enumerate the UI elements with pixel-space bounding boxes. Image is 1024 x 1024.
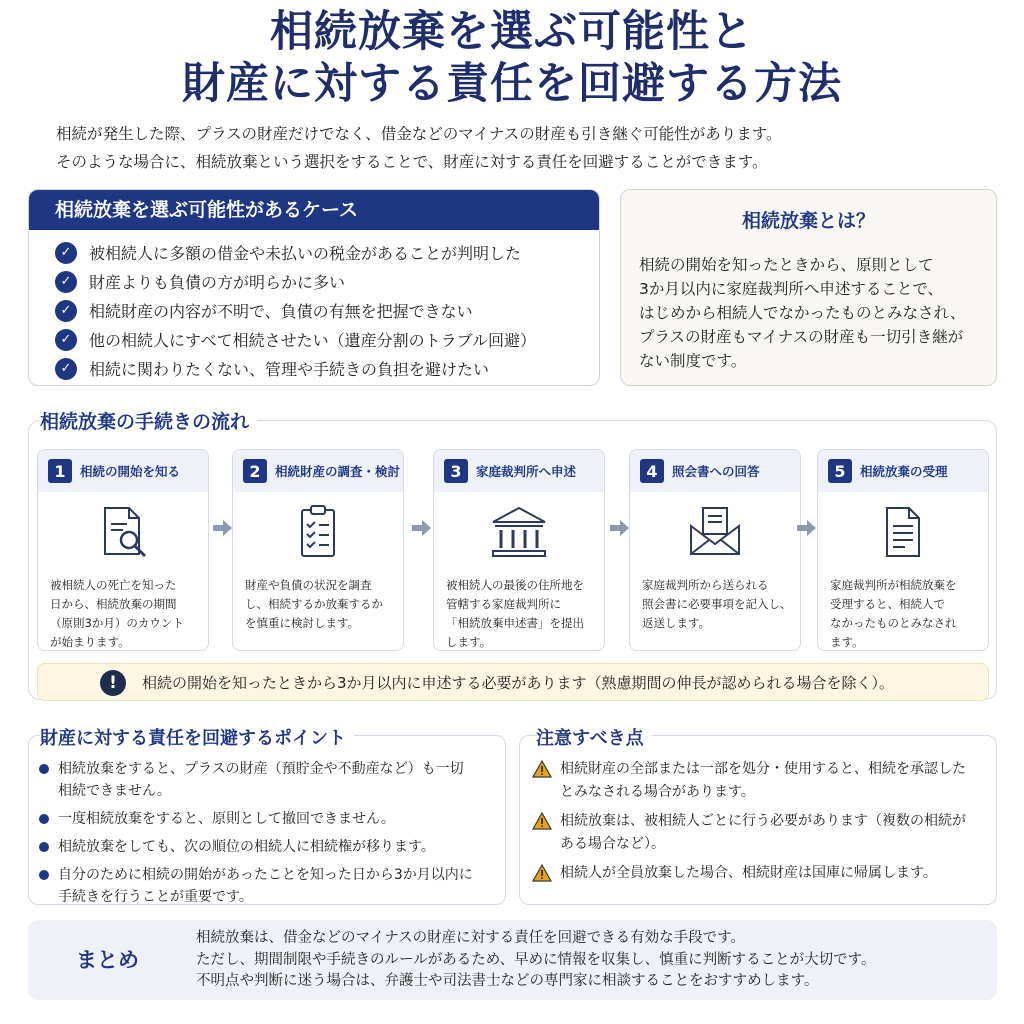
deadline-note-text: 相続の開始を知ったときから3か月以内に申述する必要があります（熟慮期間の伸長が認められる場合を除く）。 bbox=[142, 673, 895, 692]
exclamation-icon: ! bbox=[100, 670, 126, 696]
title-line-2: 財産に対する責任を回避する方法 bbox=[182, 59, 842, 109]
page-title bbox=[0, 6, 1024, 110]
flow-step-1 bbox=[37, 449, 209, 651]
point-line: 相続できません。 bbox=[58, 783, 171, 799]
check-icon: ✓ bbox=[55, 271, 77, 293]
points-heading: 財産に対する責任を回避するポイント bbox=[40, 724, 354, 750]
step-line: なかったものとみなされ bbox=[830, 616, 957, 630]
points-panel bbox=[28, 735, 506, 905]
step-body bbox=[245, 576, 391, 633]
summary-line: 不明点や判断に迷う場合は、弁護士や司法書士などの専門家に相談することをおすすめします。 bbox=[196, 973, 819, 989]
step-line: します。 bbox=[446, 635, 492, 649]
caution-item bbox=[532, 758, 996, 804]
step-line: 「相続放棄申述書」を提出 bbox=[446, 616, 584, 630]
what-is-line: 3か月以内に家庭裁判所へ申述することで、 bbox=[639, 280, 944, 298]
check-icon: ✓ bbox=[55, 358, 77, 380]
summary-panel bbox=[28, 920, 997, 1000]
what-is-line: プラスの財産もマイナスの財産も一切引き継が bbox=[639, 328, 964, 346]
what-is-panel bbox=[620, 189, 997, 386]
what-is-heading: 相続放棄とは？ bbox=[741, 210, 875, 232]
step-body bbox=[50, 576, 196, 651]
check-icon: ✓ bbox=[55, 242, 77, 264]
cases-heading: 相続放棄を選ぶ可能性があるケース bbox=[29, 190, 599, 230]
case-item bbox=[55, 296, 599, 325]
step-body bbox=[446, 576, 592, 651]
step-title: 家庭裁判所へ申述 bbox=[476, 464, 577, 479]
case-item bbox=[55, 325, 599, 354]
point-line: 一度相続放棄をすると、原則として撤回できません。 bbox=[58, 811, 395, 827]
check-icon: ✓ bbox=[55, 300, 77, 322]
case-text: 被相続人に多額の借金や未払いの税金があることが判明した bbox=[89, 244, 522, 263]
summary-text bbox=[196, 928, 875, 993]
step-number: 4 bbox=[640, 459, 664, 483]
step-line: 日から、相続放棄の期間 bbox=[50, 597, 177, 611]
caution-item bbox=[532, 862, 996, 885]
arrow-right-icon bbox=[795, 517, 817, 539]
warning-icon bbox=[532, 864, 552, 882]
step-title: 相続放棄の受理 bbox=[860, 464, 948, 479]
search-document-icon bbox=[38, 502, 208, 562]
cases-list bbox=[29, 230, 599, 383]
bullet-icon bbox=[39, 842, 49, 852]
step-line: 管轄する家庭裁判所に bbox=[446, 597, 561, 611]
caution-item bbox=[532, 810, 996, 856]
envelope-icon bbox=[630, 502, 800, 562]
step-body bbox=[642, 576, 792, 633]
caution-line: とみなされる場合があります。 bbox=[560, 784, 755, 800]
intro-line: そのような場合に、相続放棄という選択をすることで、財産に対する責任を回避することができます。 bbox=[56, 153, 768, 171]
checklist-icon bbox=[233, 502, 403, 562]
arrow-right-icon bbox=[608, 517, 630, 539]
warning-icon bbox=[532, 760, 552, 778]
bullet-icon bbox=[39, 814, 49, 824]
step-title: 相続財産の調査・検討 bbox=[275, 464, 401, 479]
step-line: 返送します。 bbox=[642, 616, 711, 630]
flow-step-4 bbox=[629, 449, 801, 651]
step-body bbox=[830, 576, 976, 651]
case-text: 他の相続人にすべて相続させたい（遺産分割のトラブル回避） bbox=[89, 331, 537, 350]
caution-line: 相続放棄は、被相続人ごとに行う必要があります（複数の相続が bbox=[560, 813, 966, 829]
step-line: 家庭裁判所が相続放棄を bbox=[830, 578, 957, 592]
caution-line: 相続財産の全部または一部を処分・使用すると、相続を承認した bbox=[560, 761, 966, 777]
case-item bbox=[55, 267, 599, 296]
step-line: 受理すると、相続人で bbox=[830, 597, 945, 611]
what-is-line: ない制度です。 bbox=[639, 352, 747, 370]
step-line: （原則3か月）のカウント bbox=[50, 616, 184, 630]
point-line: 手続きを行うことが重要です。 bbox=[58, 889, 253, 905]
flow-step-3 bbox=[433, 449, 605, 651]
point-line: 相続放棄をすると、プラスの財産（預貯金や不動産など）も一切 bbox=[58, 761, 464, 777]
step-line: 被相続人の最後の住所地を bbox=[446, 578, 584, 592]
caution-line: 相続人が全員放棄した場合、相続財産は国庫に帰属します。 bbox=[560, 865, 937, 881]
step-line: 被相続人の死亡を知った bbox=[50, 578, 177, 592]
case-item bbox=[55, 238, 599, 267]
points-list bbox=[29, 736, 505, 908]
flow-heading: 相続放棄の手続きの流れ bbox=[40, 407, 257, 434]
step-line: ます。 bbox=[830, 635, 864, 649]
step-number: 3 bbox=[444, 459, 468, 483]
document-icon bbox=[818, 502, 988, 562]
arrow-right-icon bbox=[410, 517, 432, 539]
point-item bbox=[39, 836, 505, 858]
summary-label: まとめ bbox=[76, 948, 139, 972]
cautions-panel bbox=[519, 735, 997, 905]
intro-text bbox=[56, 120, 976, 176]
point-line: 相続放棄をしても、次の順位の相続人に相続権が移ります。 bbox=[58, 839, 435, 855]
case-item bbox=[55, 354, 599, 383]
step-line: 家庭裁判所から送られる bbox=[642, 578, 769, 592]
point-line: 自分のために相続の開始があったことを知った日から3か月以内に bbox=[58, 867, 473, 883]
point-item bbox=[39, 864, 505, 908]
flow-panel bbox=[28, 420, 997, 700]
step-line: を慎重に検討します。 bbox=[245, 616, 360, 630]
arrow-right-icon bbox=[211, 517, 233, 539]
flow-step-5 bbox=[817, 449, 989, 651]
point-item bbox=[39, 758, 505, 802]
flow-step-2 bbox=[232, 449, 404, 651]
deadline-note bbox=[37, 663, 989, 701]
intro-line: 相続が発生した際、プラスの財産だけでなく、借金などのマイナスの財産も引き継ぐ可能性があります。 bbox=[56, 125, 782, 143]
bullet-icon bbox=[39, 764, 49, 774]
cautions-list bbox=[520, 736, 996, 885]
step-line: が始まります。 bbox=[50, 635, 130, 649]
case-text: 相続財産の内容が不明で、負債の有無を把握できない bbox=[89, 302, 473, 321]
cases-panel bbox=[28, 189, 600, 386]
title-line-1: 相続放棄を選ぶ可能性と bbox=[270, 7, 754, 57]
step-title: 照会書への回答 bbox=[672, 464, 760, 479]
warning-icon bbox=[532, 812, 552, 830]
check-icon: ✓ bbox=[55, 329, 77, 351]
courthouse-icon bbox=[434, 502, 604, 562]
step-line: し、相続するか放棄するか bbox=[245, 597, 383, 611]
case-text: 相続に関わりたくない、管理や手続きの負担を避けたい bbox=[89, 360, 490, 379]
step-number: 1 bbox=[48, 459, 72, 483]
step-number: 2 bbox=[243, 459, 267, 483]
summary-line: 相続放棄は、借金などのマイナスの財産に対する責任を回避できる有効な手段です。 bbox=[196, 930, 745, 946]
bullet-icon bbox=[39, 870, 49, 880]
what-is-body bbox=[639, 253, 978, 373]
point-item bbox=[39, 808, 505, 830]
what-is-line: はじめから相続人でなかったものとみなされ、 bbox=[639, 304, 966, 322]
what-is-line: 相続の開始を知ったときから、原則として bbox=[639, 256, 934, 274]
step-number: 5 bbox=[828, 459, 852, 483]
step-line: 照会書に必要事項を記入し、 bbox=[642, 597, 792, 611]
caution-line: ある場合など）。 bbox=[560, 836, 665, 852]
case-text: 財産よりも負債の方が明らかに多い bbox=[89, 273, 346, 292]
summary-line: ただし、期間制限や手続きのルールがあるため、早めに情報を収集し、慎重に判断することが大切です。 bbox=[196, 951, 876, 968]
step-line: 財産や負債の状況を調査 bbox=[245, 578, 372, 592]
cautions-heading: 注意すべき点 bbox=[536, 724, 652, 750]
step-title: 相続の開始を知る bbox=[80, 464, 181, 479]
